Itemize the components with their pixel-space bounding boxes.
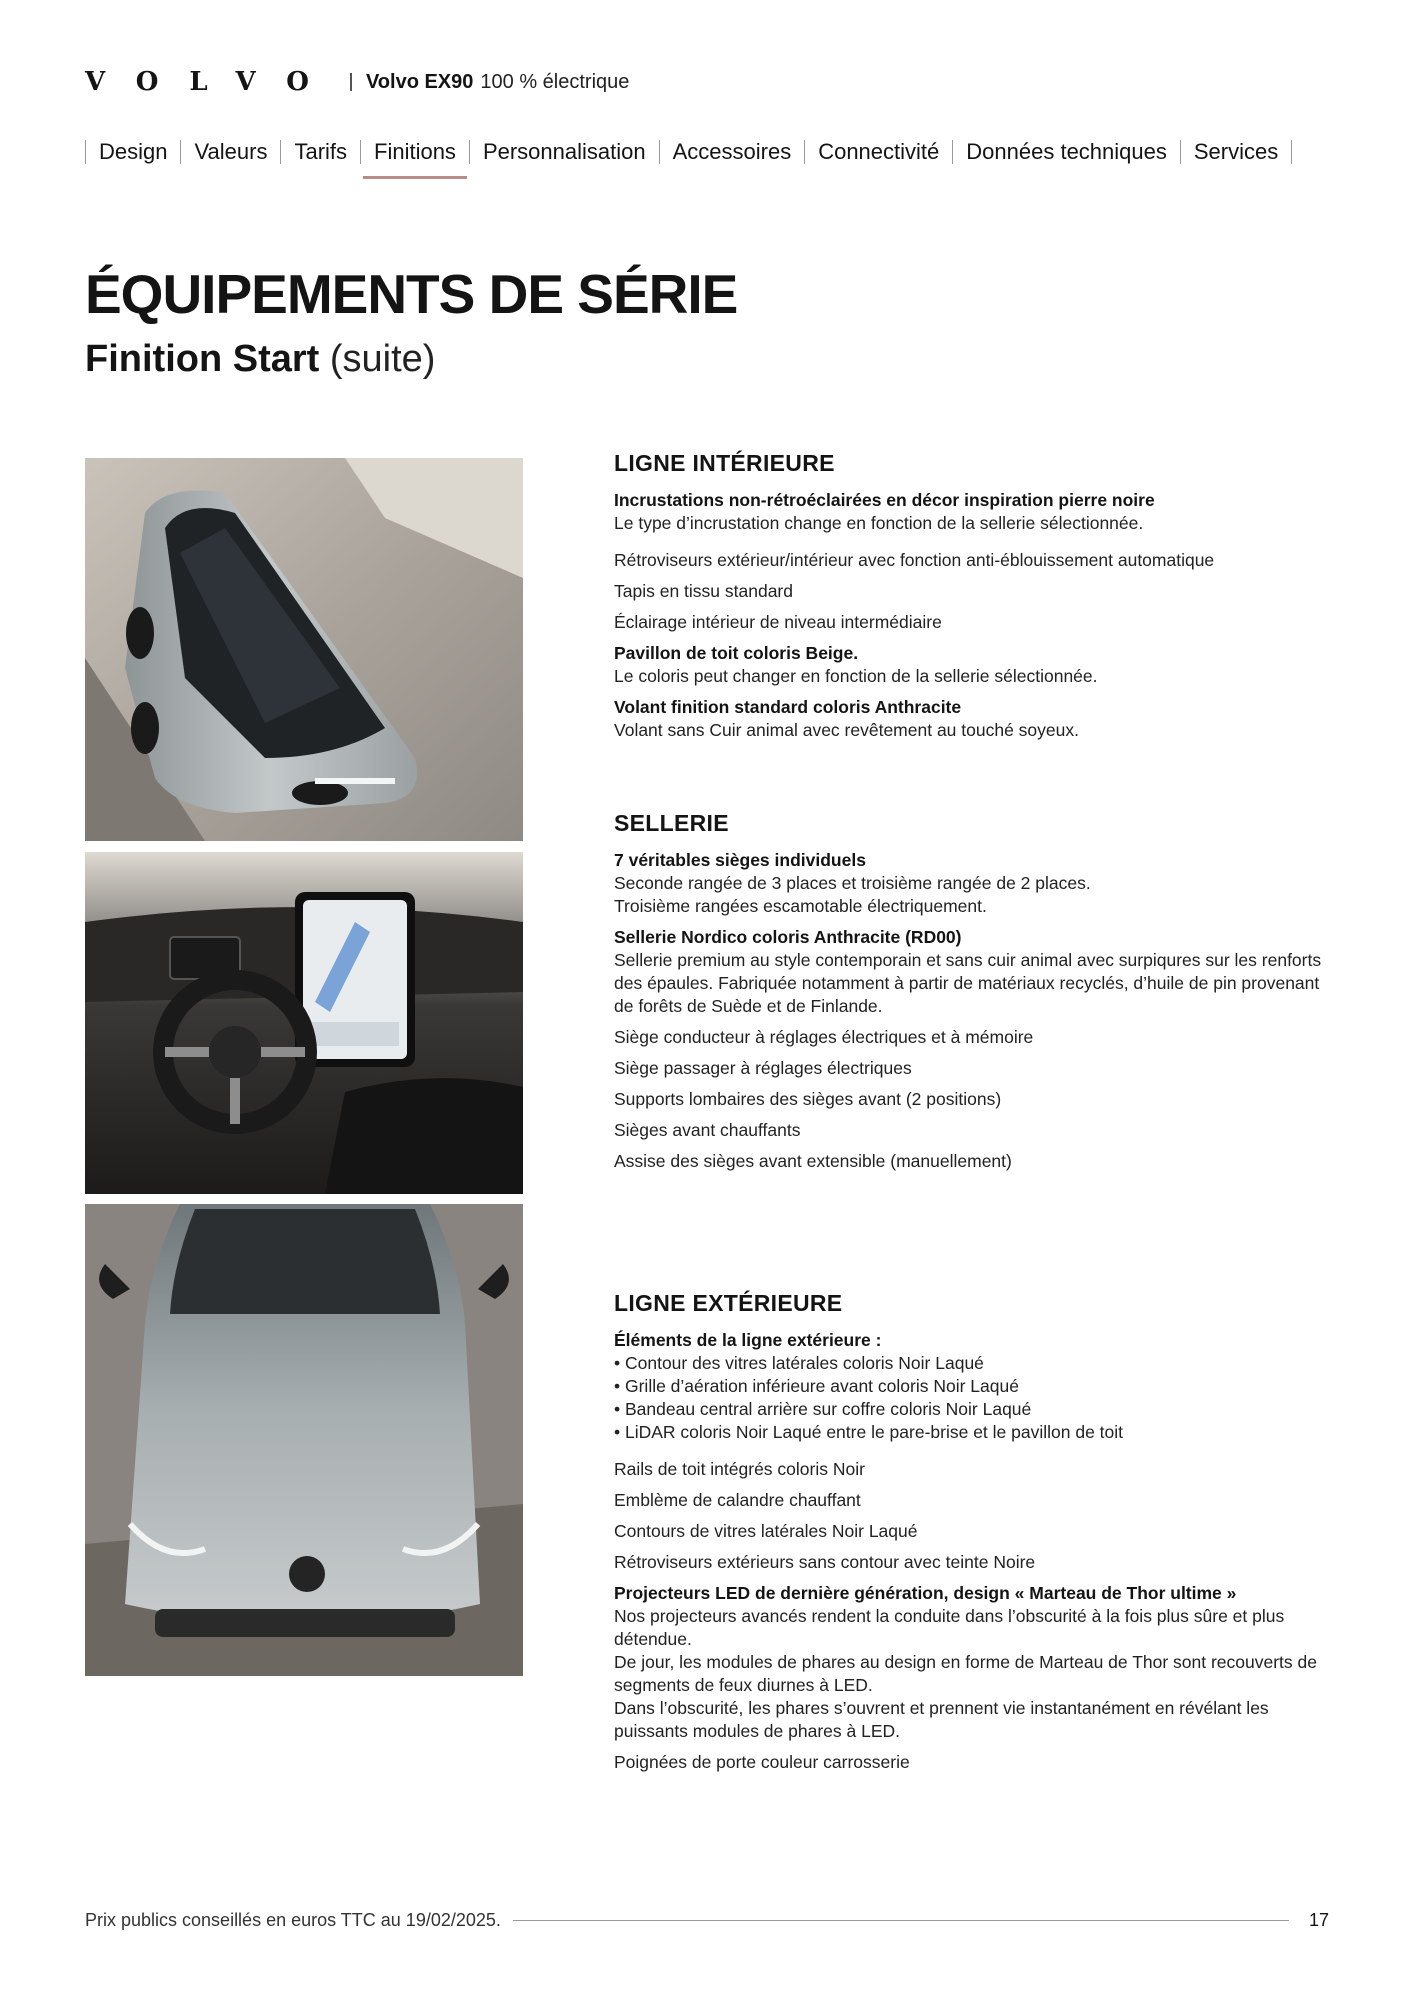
section-ligne-interieure <box>614 452 1334 750</box>
entry: Siège passager à réglages électriques <box>614 1058 912 1078</box>
page-title: ÉQUIPEMENTS DE SÉRIE <box>85 263 738 325</box>
bullet-item: • Bandeau central arrière sur coffre coloris Noir Laqué <box>614 1399 1032 1419</box>
entry: Supports lombaires des sièges avant (2 positions) <box>614 1089 1002 1109</box>
bullet-item: • Grille d’aération inférieure avant coloris Noir Laqué <box>614 1376 1019 1396</box>
entry-text: Dans l’obscurité, les phares s’ouvrent et prennent vie instantanément en révélant les puissants modules de phares à LED. <box>614 1698 1269 1741</box>
photo-car-top-view <box>85 458 523 841</box>
header-model: Volvo EX90 <box>365 70 474 93</box>
entry-title: Éléments de la ligne extérieure : <box>614 1330 882 1350</box>
nav-tab-personnalisation[interactable]: Personnalisation <box>482 139 646 164</box>
entry <box>614 1329 1334 1444</box>
entry <box>614 489 1334 535</box>
page-footer <box>85 1910 1329 1931</box>
section-heading: LIGNE EXTÉRIEURE <box>614 1290 843 1316</box>
section-heading: LIGNE INTÉRIEURE <box>614 450 835 476</box>
section-nav <box>85 132 1292 172</box>
entry: Emblème de calandre chauffant <box>614 1490 861 1510</box>
page-number: 17 <box>1308 1910 1329 1930</box>
header-model-subtitle: 100 % électrique <box>480 70 630 93</box>
entry-title: 7 véritables sièges individuels <box>614 850 866 870</box>
nav-tab-accessoires[interactable]: Accessoires <box>672 139 792 164</box>
bullet-list <box>614 1352 1334 1444</box>
entry-text: Sellerie premium au style contemporain et sans cuir animal avec surpiqures sur les renforts des épaules. Fabriquée notamment à partir de matériaux recyclés, d’huile de pin provenant de forêts de Suède et de Finlande. <box>614 950 1322 1016</box>
section-sellerie <box>614 812 1334 1181</box>
volvo-logo: VOLVO <box>85 67 340 97</box>
entry-title: Projecteurs LED de dernière génération, design « Marteau de Thor ultime » <box>614 1583 1237 1603</box>
entry-text: Seconde rangée de 3 places et troisième rangée de 2 places. <box>614 873 1091 893</box>
entry: Siège conducteur à réglages électriques et à mémoire <box>614 1027 1034 1047</box>
section-ligne-exterieure <box>614 1292 1334 1782</box>
entry-text: Nos projecteurs avancés rendent la conduite dans l’obscurité à la fois plus sûre et plus détendue. <box>614 1606 1285 1649</box>
entry <box>614 696 1334 742</box>
bullet-item: • LiDAR coloris Noir Laqué entre le pare-brise et le pavillon de toit <box>614 1422 1124 1442</box>
nav-tab-valeurs[interactable]: Valeurs <box>194 139 268 164</box>
entry <box>614 926 1334 1018</box>
entry: Rails de toit intégrés coloris Noir <box>614 1459 865 1479</box>
nav-tab-services[interactable]: Services <box>1193 139 1279 164</box>
entry: Rétroviseurs extérieur/intérieur avec fonction anti-éblouissement automatique <box>614 550 1215 570</box>
nav-tab-connectivite[interactable]: Connectivité <box>818 139 940 164</box>
entry-title: Incrustations non-rétroéclairées en décor inspiration pierre noire <box>614 490 1155 510</box>
bullet-item: • Contour des vitres latérales coloris Noir Laqué <box>614 1353 984 1373</box>
entry <box>614 642 1334 688</box>
photo-car-front <box>85 1204 523 1676</box>
entry-title: Volant finition standard coloris Anthracite <box>614 697 962 717</box>
entry-text: Troisième rangées escamotable électriquement. <box>614 896 987 916</box>
entry-title: Pavillon de toit coloris Beige. <box>614 643 859 663</box>
entry: Éclairage intérieur de niveau intermédiaire <box>614 612 942 632</box>
section-heading: SELLERIE <box>614 810 729 836</box>
page-header <box>85 62 629 102</box>
subtitle-trim: Finition Start <box>85 338 320 380</box>
entry <box>614 1582 1334 1743</box>
entry: Tapis en tissu standard <box>614 581 793 601</box>
entry: Assise des sièges avant extensible (manuellement) <box>614 1151 1012 1171</box>
nav-tab-design[interactable]: Design <box>99 139 168 164</box>
page-subtitle <box>85 338 435 381</box>
entry: Sièges avant chauffants <box>614 1120 801 1140</box>
entry-text: De jour, les modules de phares au design en forme de Marteau de Thor sont recouverts de segments de feux diurnes à LED. <box>614 1652 1317 1695</box>
nav-tab-donnees-techniques[interactable]: Données techniques <box>966 139 1167 164</box>
photo-interior-dashboard <box>85 852 523 1194</box>
footer-rule <box>513 1920 1289 1921</box>
entry-title: Sellerie Nordico coloris Anthracite (RD00) <box>614 927 962 947</box>
entry: Contours de vitres latérales Noir Laqué <box>614 1521 918 1541</box>
entry: Poignées de porte couleur carrosserie <box>614 1752 910 1772</box>
entry-text: Le coloris peut changer en fonction de la sellerie sélectionnée. <box>614 666 1098 686</box>
header-separator <box>350 73 352 91</box>
entry <box>614 849 1334 918</box>
nav-tab-tarifs[interactable]: Tarifs <box>294 139 348 164</box>
subtitle-suffix: (suite) <box>329 338 436 380</box>
entry-title: Rétroviseurs extérieurs sans contour avec teinte Noire <box>614 1552 1036 1572</box>
entry-text: Volant sans Cuir animal avec revêtement au touché soyeux. <box>614 720 1079 740</box>
entry-text: Le type d’incrustation change en fonction de la sellerie sélectionnée. <box>614 513 1144 533</box>
footer-note: Prix publics conseillés en euros TTC au 19/02/2025. <box>85 1910 501 1930</box>
nav-tab-finitions[interactable]: Finitions <box>361 139 469 165</box>
